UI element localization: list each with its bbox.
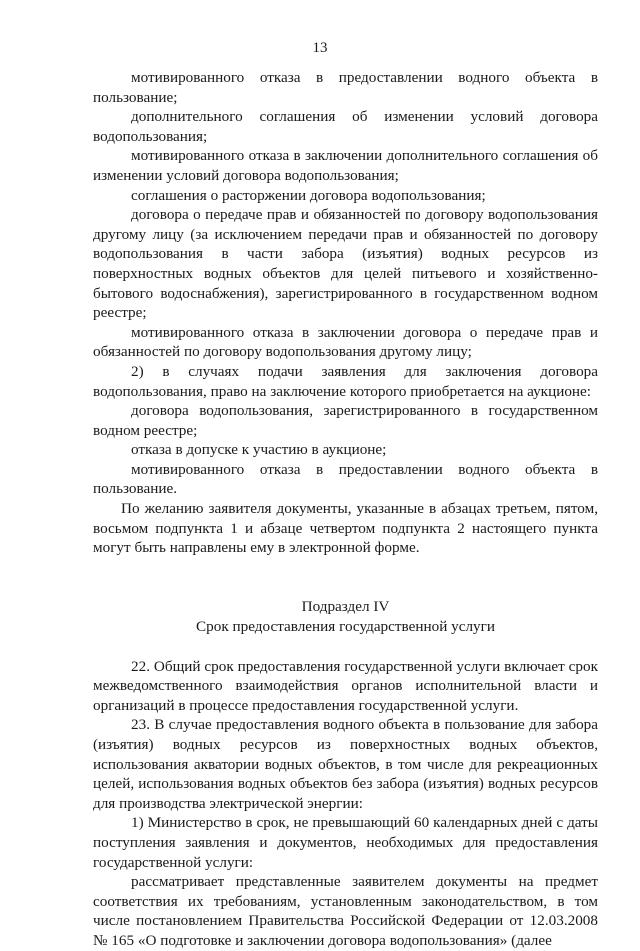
paragraph: дополнительного соглашения об изменении условий договора водопользования;: [93, 108, 598, 145]
paragraph: соглашения о расторжении договора водопользования;: [131, 186, 486, 204]
paragraph: мотивированного отказа в предоставлении водного объекта в пользование;: [93, 69, 598, 106]
paragraph: мотивированного отказа в заключении договора о передаче прав и обязанностей по договору водопользования другому лицу;: [93, 323, 598, 361]
paragraph: 1) Министерство в срок, не превышающий 60 календарных дней с даты поступления заявления и документов, необходимых для предоставления государственной услуги:: [93, 814, 598, 871]
paragraph: 22. Общий срок предоставления государственной услуги включает срок межведомственного взаимодействия органов исполнительной власти и организаций в процессе предоставления государственной услуги.: [93, 657, 598, 714]
paragraph: договора водопользования, зарегистрированного в государственном водном реестре;: [93, 402, 598, 439]
paragraph: 23. В случае предоставления водного объекта в пользование для забора (изъятия) водных ресурсов из поверхностных водных объектов, использования акватории водных объектов, в том числе для рекреационных целей, использования водных объектов без забора (изъятия) водных ресурсов для производства электрической энергии:: [93, 716, 598, 812]
paragraph: 2) в случаях подачи заявления для заключения договора водопользования, право на заключение которого приобретается на аукционе:: [93, 362, 598, 400]
paragraph: мотивированного отказа в предоставлении водного объекта в пользование.: [93, 460, 598, 498]
paragraph: По желанию заявителя документы, указанные в абзацах третьем, пятом, восьмом подпункта 1 и абзаце четвертом подпункта 2 настоящего пункта могут быть направлены ему в электронной форме.: [93, 500, 598, 557]
paragraph: рассматривает представленные заявителем документы на предмет соответствия их требованиям, установленным законодательством, в том числе постановлением Правительства Российской Федерации от 12.03.2008 № 165 «О подготовке и заключении договора водопользования» (далее: [93, 873, 598, 949]
paragraph: отказа в допуске к участию в аукционе;: [131, 441, 387, 459]
document-body: [93, 68, 598, 951]
paragraph: мотивированного отказа в заключении дополнительного соглашения об изменении условий договора водопользования;: [93, 147, 598, 184]
page-number: 13: [312, 40, 328, 56]
section-subtitle: Срок предоставления государственной услуги: [196, 618, 495, 636]
paragraph: договора о передаче прав и обязанностей по договору водопользования другому лицу (за исключением передачи прав и обязанностей по договору водопользования в части забора (изъятия) водных ресурсов из поверхностных водных объектов для целей питьевого и хозяйственно-бытового водоснабжения), зарегистрированного в государственном водном реестре;: [93, 206, 598, 322]
section-title: Подраздел IV: [301, 598, 390, 616]
